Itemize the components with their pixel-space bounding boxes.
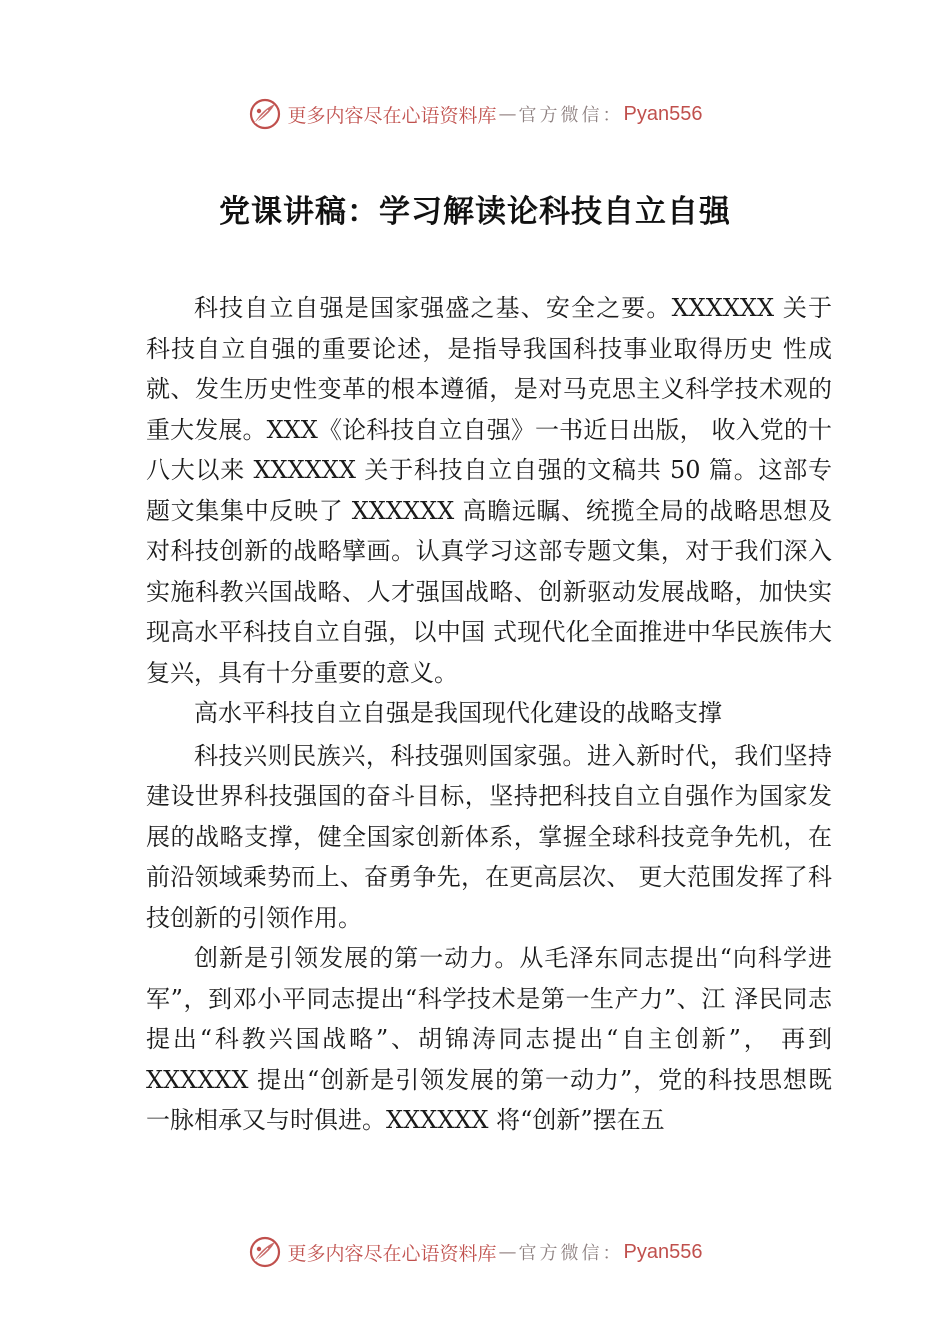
- header-banner: [0, 94, 950, 134]
- document-title: 党课讲稿：学习解读论科技自立自强: [219, 194, 731, 230]
- footer-wechat-label: 官方微信：: [518, 1243, 624, 1264]
- body-paragraph: 创新是引领发展的第一动力。从毛泽东同志提出“向科学进军”，到邓小平同志提出“科学技术是第一生产力”、江 泽民同志提出“科教兴国战略”、胡锦涛同志提出“自主创新”， 再到 XXXXXX 提出“创新是引领发展的第一动力”，党的科技思想既一脉相承又与时俱进。XXXXXX 将“创新”摆在五: [146, 944, 832, 1134]
- header-dash: —: [498, 103, 517, 125]
- footer-brand-text: 更多内容尽在心语资料库: [287, 1242, 497, 1265]
- section-heading: 高水平科技自立自强是我国现代化建设的战略支撑: [194, 699, 722, 727]
- header-wechat-id: Pyan556: [623, 102, 703, 125]
- header-brand-text: 更多内容尽在心语资料库: [287, 104, 497, 127]
- footer-wechat-id: Pyan556: [623, 1240, 703, 1263]
- footer-banner: [0, 1232, 950, 1272]
- quill-logo-icon: [248, 97, 282, 131]
- body-paragraph: 科技兴则民族兴，科技强则国家强。进入新时代，我们坚持建设世界科技强国的奋斗目标，坚持把科技自立自强作为国家发展的战略支撑，健全国家创新体系，掌握全球科技竞争先机，在前沿领域乘势而上、奋勇争先，在更高层次、 更大范围发挥了科技创新的引领作用。: [146, 741, 832, 932]
- quill-logo-icon: [248, 1235, 282, 1269]
- document-body: [146, 288, 832, 1141]
- footer-dash: —: [498, 1241, 517, 1263]
- body-paragraph: 科技自立自强是国家强盛之基、安全之要。XXXXXX 关于科技自立自强的重要论述，是指导我国科技事业取得历史 性成就、发生历史性变革的根本遵循，是对马克思主义科学技术观的重大发展。XXX《论科技自立自强》一书近日出版， 收入党的十八大以来 XXXXXX 关于科技自立自强的文稿共 50 篇。这部专题文集集中反映了 XXXXXX 高瞻远瞩、统揽全局的战略思想及对科技创新的战略擘画。认真学习这部专题文集，对于我们深入实施科教兴国战略、人才强国战略、创新驱动发展战略，加快实现高水平科技自立自强，以中国 式现代化全面推进中华民族伟大复兴，具有十分重要的意义。: [146, 294, 832, 687]
- header-wechat-label: 官方微信：: [518, 105, 624, 126]
